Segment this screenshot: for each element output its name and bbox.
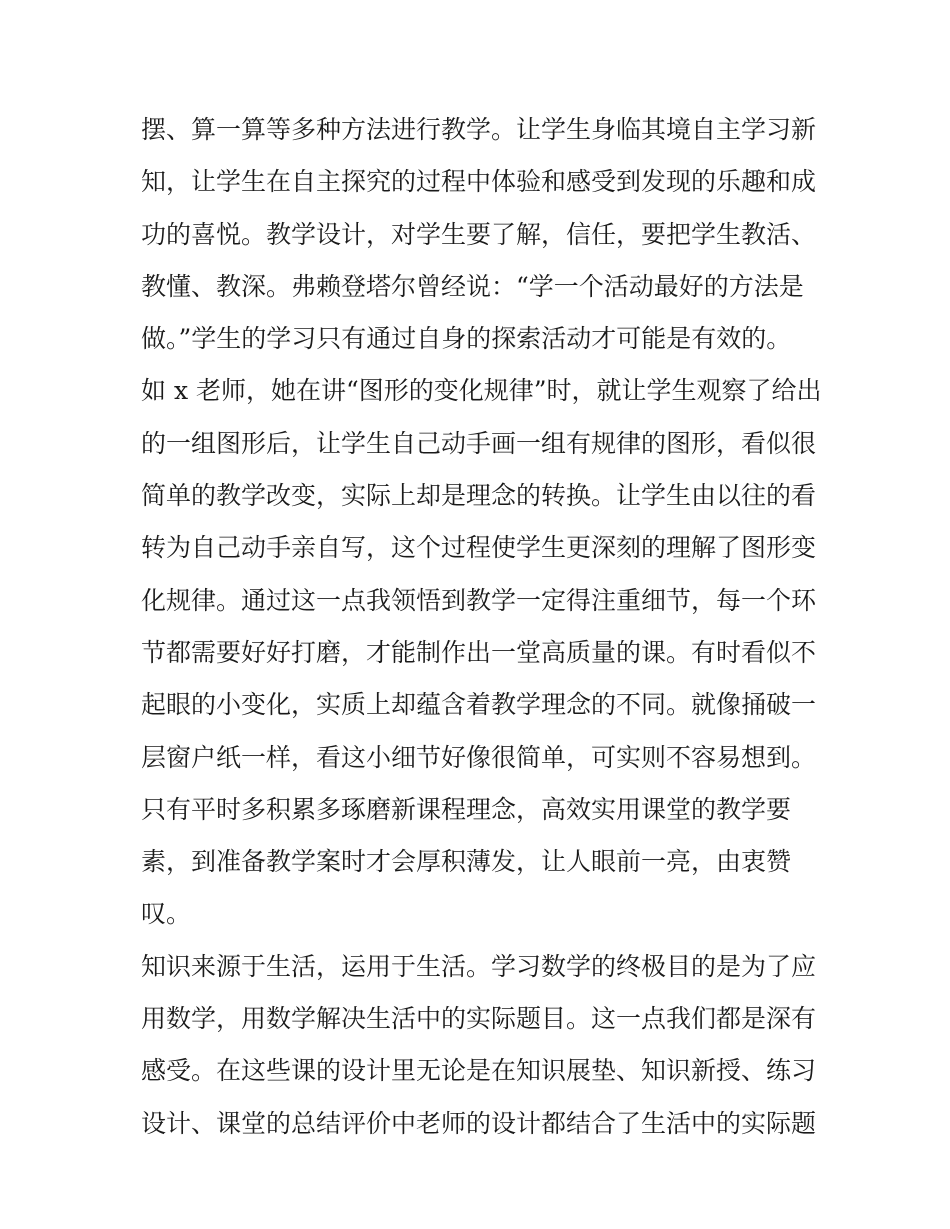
text-line-13: 层窗户纸一样，看这小细节好像很简单，可实则不容易想到。 <box>141 742 817 772</box>
body-text <box>141 104 821 1150</box>
text-line-3: 功的喜悦。教学设计，对学生要了解，信任，要把学生教活、 <box>141 219 817 249</box>
text-line-2: 知，让学生在自主探究的过程中体验和感受到发现的乐趣和成 <box>141 167 817 197</box>
text-line-14: 只有平时多积累多琢磨新课程理念，高效实用课堂的教学要 <box>141 794 792 824</box>
text-line-11: 节都需要好好打磨，才能制作出一堂高质量的课。有时看似不 <box>141 637 817 667</box>
text-line-7: 的一组图形后，让学生自己动手画一组有规律的图形，看似很 <box>141 428 817 458</box>
text-line-6: 如 x 老师，她在讲“图形的变化规律”时，就让学生观察了给出 <box>141 376 822 406</box>
text-line-9: 转为自己动手亲自写，这个过程使学生更深刻的理解了图形变 <box>141 533 817 563</box>
text-line-18: 用数学，用数学解决生活中的实际题目。这一点我们都是深有 <box>141 1004 817 1034</box>
text-line-16: 叹。 <box>141 899 192 929</box>
text-line-15: 素，到准备教学案时才会厚积薄发，让人眼前一亮，由衷赞 <box>141 847 792 877</box>
text-line-10: 化规律。通过这一点我领悟到教学一定得注重细节，每一个环 <box>141 585 817 615</box>
text-line-20: 设计、课堂的总结评价中老师的设计都结合了生活中的实际题 <box>141 1108 817 1138</box>
text-line-4: 教懂、教深。弗赖登塔尔曾经说：“学一个活动最好的方法是 <box>141 271 804 301</box>
text-line-1: 摆、算一算等多种方法进行教学。让学生身临其境自主学习新 <box>141 115 817 144</box>
text-line-19: 感受。在这些课的设计里无论是在知识展垫、知识新授、练习 <box>141 1056 817 1086</box>
text-line-8: 简单的教学改变，实际上却是理念的转换。让学生由以往的看 <box>141 481 817 511</box>
text-line-5: 做。”学生的学习只有通过自身的探索活动才可能是有效的。 <box>141 324 792 354</box>
text-line-17: 知识来源于生活，运用于生活。学习数学的终极目的是为了应 <box>141 951 817 981</box>
text-line-12: 起眼的小变化，实质上却蕴含着教学理念的不同。就像捅破一 <box>141 690 817 720</box>
